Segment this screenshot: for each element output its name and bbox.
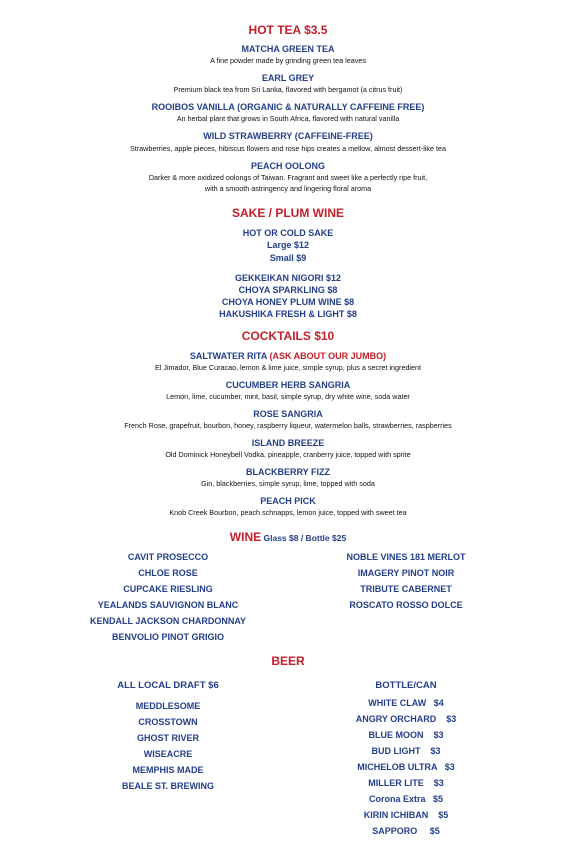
bottle-list (286, 680, 526, 840)
sake-item: CHOYA HONEY PLUM WINE $8 (221, 297, 355, 307)
tea-strawberry-name: WILD STRAWBERRY (CAFFEINE-FREE) (203, 131, 373, 141)
sake-hot-cold: HOT OR COLD SAKE (242, 228, 334, 238)
bottle-heading: BOTTLE/CAN (375, 680, 437, 691)
cocktail-peach-pick-desc: Knob Creek Bourbon, peach schnapps, lemon juice, topped with sweet tea (169, 508, 407, 517)
tea-earl-grey-desc: Premium black tea from Sri Lanka, flavored with bergamot (a citrus fruit) (173, 85, 403, 94)
draft-item: GHOST RIVER (136, 733, 199, 743)
cocktail-cucumber-sangria-desc: Lemon, lime, cucumber, mint, basil, simple syrup, dry white wine, soda water (166, 392, 410, 401)
cocktail-island-breeze-desc: Old Dominick Honeybell Vodka, pineapple, cranberry juice, topped with sprite (165, 450, 411, 459)
beer-heading: BEER (271, 654, 305, 668)
tea-rooibos-name: ROOIBOS VANILLA (ORGANIC & NATURALLY CAFFEINE FREE) (151, 102, 425, 112)
sake-heading: SAKE / PLUM WINE (231, 206, 344, 220)
sake-item: HAKUSHIKA FRESH & LIGHT $8 (219, 309, 357, 319)
tea-strawberry-desc: Strawberries, apple pieces, hibiscus flowers and rose hips creates a mellow, almost dessert-like tea (130, 144, 446, 153)
cocktail-peach-pick-name: PEACH PICK (260, 496, 316, 506)
jumbo-note: (ASK ABOUT OUR JUMBO) (269, 351, 387, 361)
sake-small: Small $9 (269, 253, 307, 263)
wine-item: CHLOE ROSE (138, 568, 198, 578)
wine-item: BENVOLIO PINOT GRIGIO (111, 632, 224, 642)
cocktail-saltwater-rita-label: SALTWATER RITA (189, 351, 270, 361)
bottle-item: WHITE CLAW $4 (368, 698, 444, 708)
bottle-item: MICHELOB ULTRA $3 (357, 762, 455, 772)
tea-peach-oolong-desc: Darker & more oxidized oolongs of Taiwan. Fragrant and sweet like a perfectly ripe fruit, (148, 173, 428, 182)
draft-item: CROSSTOWN (138, 717, 198, 727)
tea-peach-oolong-name: PEACH OOLONG (250, 161, 325, 171)
wine-list-right (286, 552, 526, 622)
wine-item: YEALANDS SAUVIGNON BLANC (97, 600, 239, 610)
draft-heading: ALL LOCAL DRAFT $6 (117, 680, 219, 691)
wine-item: NOBLE VINES 181 MERLOT (346, 552, 466, 562)
hot-tea-heading: HOT TEA $3.5 (248, 23, 328, 37)
tea-earl-grey-name: EARL GREY (261, 73, 315, 83)
draft-item: BEALE ST. BREWING (121, 781, 214, 791)
draft-list (48, 680, 288, 795)
wine-price: Glass $8 / Bottle $25 (261, 533, 347, 543)
cocktail-saltwater-rita-desc: El Jimador, Blue Curacao, lemon & lime juice, simple syrup, plus a secret ingredient (154, 363, 422, 372)
wine-item: KENDALL JACKSON CHARDONNAY (89, 616, 246, 626)
wine-item: IMAGERY PINOT NOIR (357, 568, 455, 578)
bottle-item: BLUE MOON $3 (368, 730, 444, 740)
wine-item: TRIBUTE CABERNET (360, 584, 452, 594)
sake-item: GEKKEIKAN NIGORI $12 (234, 273, 342, 283)
wine-item: CUPCAKE RIESLING (123, 584, 213, 594)
bottle-item: ANGRY ORCHARD $3 (355, 714, 457, 724)
sake-large: Large $12 (266, 240, 310, 250)
cocktails-heading: COCKTAILS $10 (241, 329, 335, 343)
tea-matcha-name: MATCHA GREEN TEA (241, 44, 335, 54)
cocktail-blackberry-fizz-desc: Gin, blackberries, simple syrup, lime, topped with soda (201, 479, 375, 488)
draft-item: MEDDLESOME (135, 701, 201, 711)
wine-item: ROSCATO ROSSO DOLCE (349, 600, 463, 610)
tea-peach-oolong-desc-2: with a smooth astringency and lingering floral aroma (204, 184, 372, 193)
wine-list-left (48, 552, 288, 652)
draft-item: WISEACRE (143, 749, 193, 759)
sake-item: CHOYA SPARKLING $8 (238, 285, 338, 295)
wine-item: CAVIT PROSECCO (127, 552, 209, 562)
cocktail-blackberry-fizz-name: BLACKBERRY FIZZ (246, 467, 330, 477)
bottle-item: MILLER LITE $3 (368, 778, 444, 788)
cocktail-rose-sangria-desc: French Rose, grapefruit, bourbon, honey, raspberry liqueur, watermelon balls, strawberries, raspberries (124, 421, 452, 430)
cocktail-cucumber-sangria-name: CUCUMBER HERB SANGRIA (225, 380, 351, 390)
bottle-item: KIRIN ICHIBAN $5 (363, 810, 449, 820)
bottle-item: SAPPORO $5 (372, 826, 440, 836)
wine-heading-row (0, 528, 576, 546)
tea-rooibos-desc: An herbal plant that grows in South Africa, flavored with natural vanilla (176, 114, 400, 123)
wine-heading: WINE (229, 530, 262, 544)
draft-item: MEMPHIS MADE (132, 765, 204, 775)
bottle-item: BUD LIGHT $3 (371, 746, 441, 756)
tea-matcha-desc: A fine powder made by grinding green tea leaves (210, 56, 366, 65)
cocktail-island-breeze-name: ISLAND BREEZE (251, 438, 325, 448)
bottle-item: Corona Extra $5 (368, 794, 444, 804)
cocktail-saltwater-rita-name (0, 351, 576, 361)
cocktail-rose-sangria-name: ROSE SANGRIA (253, 409, 323, 419)
